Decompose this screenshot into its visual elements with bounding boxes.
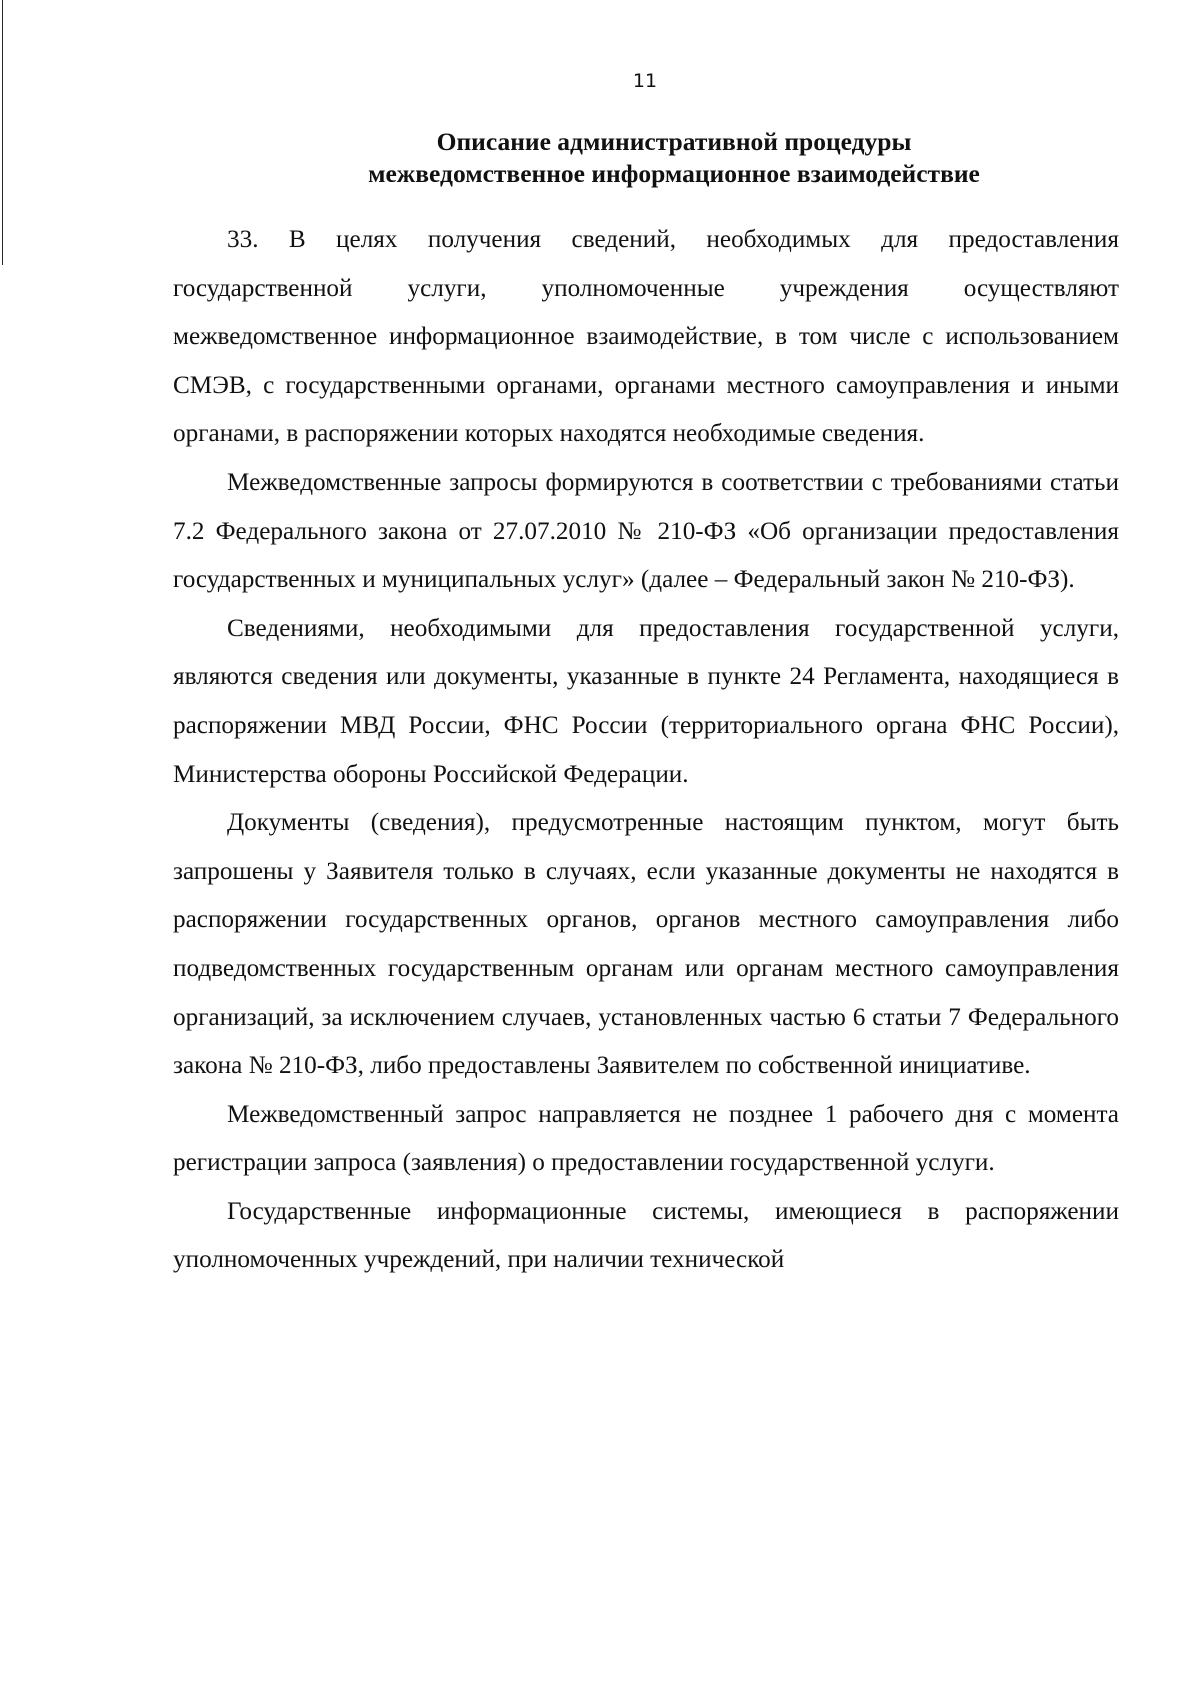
document-body	[173, 216, 1119, 1285]
paragraph-deadline: Межведомственный запрос направляется не позднее 1 рабочего дня с момента регистрации запроса (заявления) о предоставлении государственной услуги.	[173, 1100, 1119, 1177]
paragraph-required-info: Сведениями, необходимыми для предоставления государственной услуги, являются сведения или документы, указанные в пункте 24 Регламента, находящиеся в распоряжении МВД России, ФНС России (территориального органа ФНС России), Министерства обороны Российской Федерации.	[173, 614, 1119, 788]
page-number: 11	[632, 70, 658, 92]
section-heading-line-2: межведомственное информационное взаимодействие	[368, 159, 980, 188]
section-heading	[0, 126, 1200, 190]
paragraph-33: 33. В целях получения сведений, необходимых для предоставления государственной услуги, уполномоченные учреждения осуществляют межведомственное информационное взаимодействие, в том числе с использованием СМЭВ, с государственными органами, органами местного самоуправления и иными органами, в распоряжении которых находятся необходимые сведения.	[173, 226, 1119, 448]
paragraph-requests: Межведомственные запросы формируются в соответствии с требованиями статьи 7.2 Федерального закона от 27.07.2010 № 210-ФЗ «Об организации предоставления государственных и муниципальных услуг» (далее – Федеральный закон № 210-ФЗ).	[173, 468, 1119, 594]
section-heading-line-1: Описание административной процедуры	[436, 127, 912, 156]
paragraph-documents: Документы (сведения), предусмотренные настоящим пунктом, могут быть запрошены у Заявителя только в случаях, если указанные документы не находятся в распоряжении государственных органов, органов местного самоуправления либо подведомственных государственным органам или органам местного самоуправления организаций, за исключением случаев, установленных частью 6 статьи 7 Федерального закона № 210-ФЗ, либо предоставлены Заявителем по собственной инициативе.	[173, 809, 1119, 1080]
paragraph-info-systems: Государственные информационные системы, имеющиеся в распоряжении уполномоченных учреждений, при наличии технической	[173, 1197, 1119, 1274]
